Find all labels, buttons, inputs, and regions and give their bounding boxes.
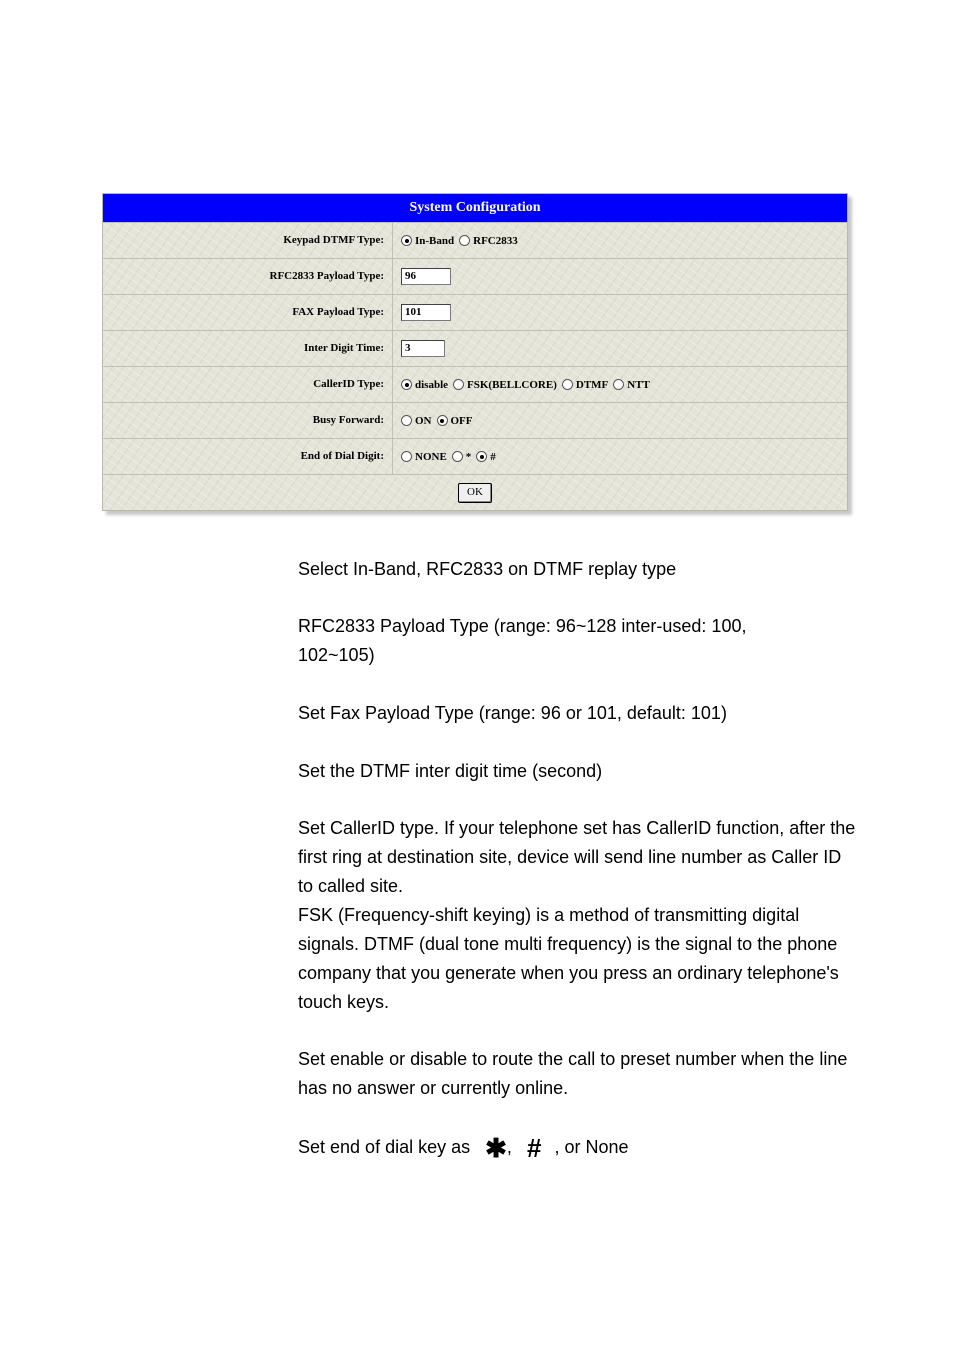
- ok-row: [103, 474, 847, 510]
- radio-indicator[interactable]: [453, 379, 464, 390]
- radio-indicator[interactable]: [459, 235, 470, 246]
- end-of-dial-digit-row: [103, 438, 847, 474]
- radio-indicator[interactable]: [452, 451, 463, 462]
- fax-payload-type-input[interactable]: 101: [401, 304, 451, 321]
- radio-indicator[interactable]: [437, 415, 448, 426]
- inter-digit-time-row: [103, 330, 847, 366]
- system-configuration-panel: [102, 193, 848, 511]
- radio-indicator[interactable]: [613, 379, 624, 390]
- hash-key-icon: #: [526, 1133, 542, 1163]
- radio-indicator[interactable]: [401, 379, 412, 390]
- radio-off[interactable]: OFF: [437, 415, 473, 427]
- inter-digit-time-input[interactable]: 3: [401, 340, 445, 357]
- rfc2833-payload-type-label: RFC2833 Payload Type:: [103, 259, 393, 294]
- desc-rfc2833-payload: RFC2833 Payload Type (range: 96~128 inter-used: 100, 102~105): [298, 616, 747, 665]
- fax-payload-type-label: FAX Payload Type:: [103, 295, 393, 330]
- panel-title: System Configuration: [103, 194, 847, 222]
- ok-button[interactable]: OK: [458, 483, 492, 503]
- radio-hash[interactable]: #: [476, 451, 496, 463]
- busy-forward-label: Busy Forward:: [103, 403, 393, 438]
- desc-fax-payload: Set Fax Payload Type (range: 96 or 101, default: 101): [298, 703, 727, 723]
- radio-on[interactable]: ON: [401, 415, 432, 427]
- desc-keypad-dtmf: Select In-Band, RFC2833 on DTMF replay type: [298, 559, 677, 579]
- radio-indicator[interactable]: [562, 379, 573, 390]
- radio-ntt[interactable]: NTT: [613, 379, 650, 391]
- radio-dtmf[interactable]: DTMF: [562, 379, 608, 391]
- radio-none[interactable]: NONE: [401, 451, 447, 463]
- rfc2833-payload-type-row: [103, 258, 847, 294]
- radio-fsk-bellcore[interactable]: FSK(BELLCORE): [453, 379, 557, 391]
- desc-busy-forward: Set enable or disable to route the call to preset number when the line has no answer or currently online.: [298, 1049, 848, 1098]
- end-of-dial-digit-label: End of Dial Digit:: [103, 439, 393, 474]
- fax-payload-type-row: [103, 294, 847, 330]
- radio-disable[interactable]: disable: [401, 379, 448, 391]
- callerid-type-label: CallerID Type:: [103, 367, 393, 402]
- desc-inter-digit-time: Set the DTMF inter digit time (second): [298, 761, 603, 781]
- radio-in-band[interactable]: In-Band: [401, 235, 454, 247]
- desc-end-of-dial: Set end of dial key as ✱, # , or None: [298, 1133, 629, 1163]
- radio-indicator[interactable]: [476, 451, 487, 462]
- radio-indicator[interactable]: [401, 451, 412, 462]
- rfc2833-payload-type-input[interactable]: 96: [401, 268, 451, 285]
- inter-digit-time-label: Inter Digit Time:: [103, 331, 393, 366]
- desc-fsk-dtmf: FSK (Frequency-shift keying) is a method of transmitting digital signals. DTMF (dual tone multi frequency) is the signal to the phone company that you generate when you press an ordinary telephone's touch keys.: [298, 905, 839, 1012]
- radio-star[interactable]: *: [452, 451, 472, 463]
- desc-callerid-type: Set CallerID type. If your telephone set has CallerID function, after the first ring at destination site, device will send line number as Caller ID to called site.: [298, 818, 856, 896]
- radio-indicator[interactable]: [401, 415, 412, 426]
- keypad-dtmf-type-label: Keypad DTMF Type:: [103, 223, 393, 258]
- radio-indicator[interactable]: [401, 235, 412, 246]
- radio-rfc2833[interactable]: RFC2833: [459, 235, 518, 247]
- star-key-icon: ✱: [485, 1133, 507, 1163]
- keypad-dtmf-type-row: [103, 222, 847, 258]
- busy-forward-row: [103, 402, 847, 438]
- callerid-type-row: [103, 366, 847, 402]
